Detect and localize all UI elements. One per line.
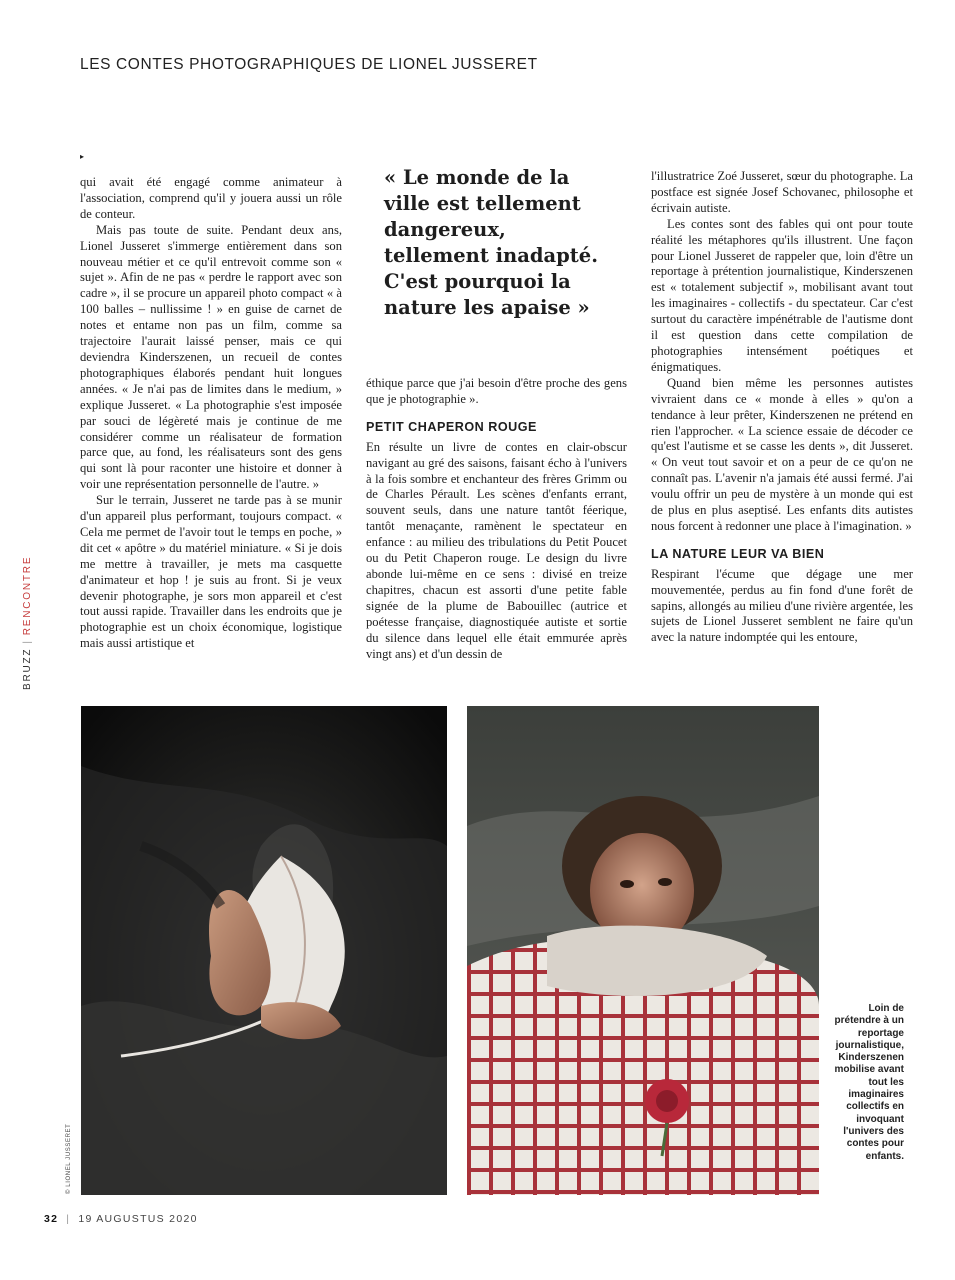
- paragraph: Respirant l'écume que dégage une mer mouvementée, perdus au fin fond d'une forêt de sapins, allongés au milieu d'une rivière argentée, les sujets de Lionel Jusseret semblent ne faire qu'un avec la nature indomptée qui les entoure,: [651, 566, 913, 645]
- section-sidebar: BRUZZ|RENCONTRE: [22, 555, 33, 690]
- page-header: LES CONTES PHOTOGRAPHIQUES DE LIONEL JUSSERET: [80, 56, 538, 73]
- issue-date: 19 AUGUSTUS 2020: [78, 1213, 198, 1225]
- article-column-3: [651, 169, 913, 646]
- paragraph: En résulte un livre de contes en clair-obscur navigant au gré des saisons, faisant écho à l'univers à la fois sombre et enchanteur des frères Grimm ou de Charles Pérault. Les scènes d'enfants errant, souvent seuls, dans une nature tantôt féerique, tantôt menaçante, ramènent le spectateur en enfance : au milieu des tribulations du Petit Poucet ou du Petit Chaperon rouge. Le design du livre abonde lui-même en ce sens : divisé en treize chapitres, chacun est assorti d'une petite fable signée de la plume de Babouillec (autrice et poétesse française, diagnostiquée autiste et sortie du silence dans lequel elle était emmurée après vingt ans) et d'un dessin de: [366, 439, 627, 661]
- photo-credit: © LIONEL JUSSERET: [66, 1123, 72, 1194]
- continuation-marker: ▸: [80, 152, 85, 161]
- pull-quote: « Le monde de la ville est tellement dangereux, tellement inadapté. C'est pourquoi la nature les apaise »: [384, 166, 598, 319]
- section-name: RENCONTRE: [22, 555, 33, 636]
- section-subhead: LA NATURE LEUR VA BIEN: [651, 546, 825, 561]
- article-column-1: [80, 175, 342, 652]
- paragraph: l'illustratrice Zoé Jusseret, sœur du photographe. La postface est signée Josef Schovanec, philosophe et écrivain autiste.: [651, 169, 913, 215]
- photo-child-pillow: [467, 706, 819, 1195]
- paragraph: Les contes sont des fables qui ont pour toute réalité les métaphores qu'ils illustrent. Une façon pour Lionel Jusseret de rappeler que, loin d'être un reportage à prétention journalistique, Kinderszenen est « totalement subjectif », mobilisant avant tout les imaginaires - collectifs - du spectateur. Car c'est surtout du caractère impénétrable de l'autisme dont il est question dans cette compilation de photographies intensément poétiques et énigmatiques.: [651, 216, 913, 374]
- paragraph: qui avait été engagé comme animateur à l'association, comprend qu'il y jouera aussi un rôle de conteur.: [80, 175, 342, 221]
- magazine-name: BRUZZ: [22, 647, 33, 690]
- photo-hand-feather: [81, 706, 447, 1195]
- section-subhead: PETIT CHAPERON ROUGE: [366, 419, 537, 434]
- page-number: 32: [44, 1213, 59, 1225]
- paragraph: Sur le terrain, Jusseret ne tarde pas à se munir d'un appareil plus performant, toujours compact. « Cela me permet de l'avoir tout le temps en poche, » dit cet « apôtre » du matériel miniature. « Si je dois me mettre à travailler, je mets ma casquette d'animateur et hop ! je suis au front. Si je veux devenir photographe, je sors mon appareil et c'est tout aussi rapide. Travailler dans les endroits que je photographie est un choix économique, logistique mais aussi artistique et: [80, 493, 342, 651]
- paragraph: Quand bien même les personnes autistes vivraient dans ce « monde à elles » qu'on a tendance à leur prêter, Kinderszenen ne prétend en rien l'approcher. « La science essaie de décoder ce qu'est l'autisme et se casse les dents », dit Jusseret. « On veut tout savoir et on a peur de ce qu'on ne connaît pas. L'avenir n'a jamais été aussi fermé. J'ai voulu offrir un peu de mystère à un monde qui est de plus en plus aseptisé. Les enfants dits autistes nous forcent à redonner une place à l'imagination. »: [651, 375, 913, 533]
- page-footer: 32 | 19 AUGUSTUS 2020: [44, 1213, 198, 1225]
- paragraph: Mais pas toute de suite. Pendant deux ans, Lionel Jusseret s'immerge entièrement dans son nouveau métier et ce qu'il entrevoit comme son « sujet ». Afin de ne pas « perdre le rapport avec son cadre », il se procure un appareil photo compact « à 100 balles – nullissime ! » en guise de carnet de notes et entame non pas un film, comme sa trajectoire l'aurait laissé penser, mais ce qui deviendra Kinderszenen, un recueil de contes photographiques élaborés pendant huit longues années. « Je n'ai pas de limites dans le medium, » explique Jusseret. « La photographie s'est imposée par souci de légèreté mais je continue de me considérer comme un réalisateur de formation parce que, au fond, les réalisateurs sont des gens qui sont là pour raconter une histoire et donner à voir une représentation personnelle de l'autre. »: [80, 222, 342, 492]
- article-column-2: [366, 376, 627, 662]
- paragraph: éthique parce que j'ai besoin d'être proche des gens que je photographie ».: [366, 376, 627, 406]
- photo-caption: Loin de prétendre à un reportage journalistique, Kinderszenen mobilise avant tout les imaginaires collectifs en invoquant l'univers des contes pour enfants.: [834, 1003, 904, 1162]
